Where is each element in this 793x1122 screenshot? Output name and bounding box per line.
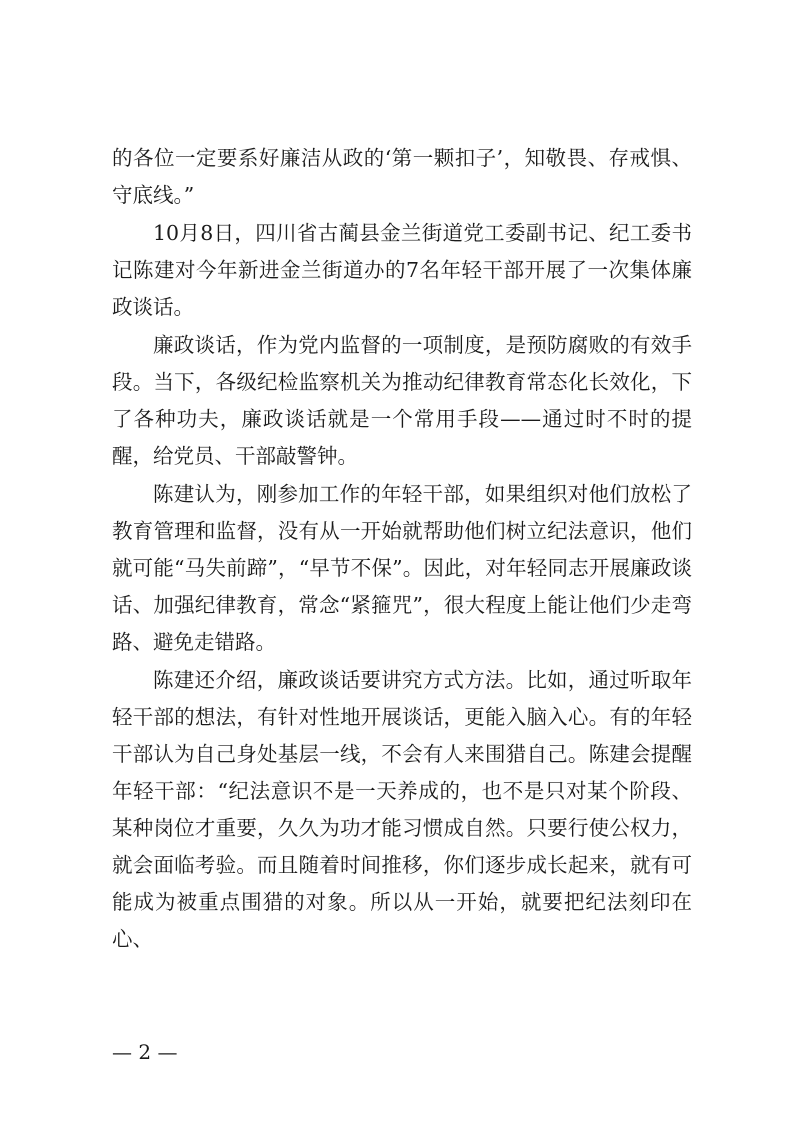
paragraph: 廉政谈话，作为党内监督的一项制度，是预防腐败的有效手段。当下，各级纪检监察机关为推动纪律教育常态化长效化，下了各种功夫，廉政谈话就是一个常用手段——通过时不时的提醒，给党员、干部敲警钟。: [112, 333, 692, 468]
page-number: — 2 —: [112, 1040, 178, 1064]
paragraph: 陈建还介绍，廉政谈话要讲究方式方法。比如，通过听取年轻干部的想法，有针对性地开展谈话，更能入脑入心。有的年轻干部认为自己身处基层一线，不会有人来围猎自己。陈建会提醒年轻干部：“纪法意识不是一天养成的，也不是只对某个阶段、某种岗位才重要，久久为功才能习惯成自然。只要行使公权力，就会面临考验。而且随着时间推移，你们逐步成长起来，就有可能成为被重点围猎的对象。所以从一开始，就要把纪法刻印在心、: [112, 668, 692, 951]
document-body: [112, 140, 692, 959]
paragraph-continued: 的各位一定要系好廉洁从政的‘第一颗扣子’，知敬畏、存戒惧、守底线。”: [112, 146, 692, 207]
paragraph: 10月8日，四川省古蔺县金兰街道党工委副书记、纪工委书记陈建对今年新进金兰街道办的7名年轻干部开展了一次集体廉政谈话。: [112, 221, 692, 319]
paragraph: 陈建认为，刚参加工作的年轻干部，如果组织对他们放松了教育管理和监督，没有从一开始就帮助他们树立纪法意识，他们就可能“马失前蹄”，“早节不保”。因此，对年轻同志开展廉政谈话、加强纪律教育，常念“紧箍咒”，很大程度上能让他们少走弯路、避免走错路。: [112, 482, 692, 654]
